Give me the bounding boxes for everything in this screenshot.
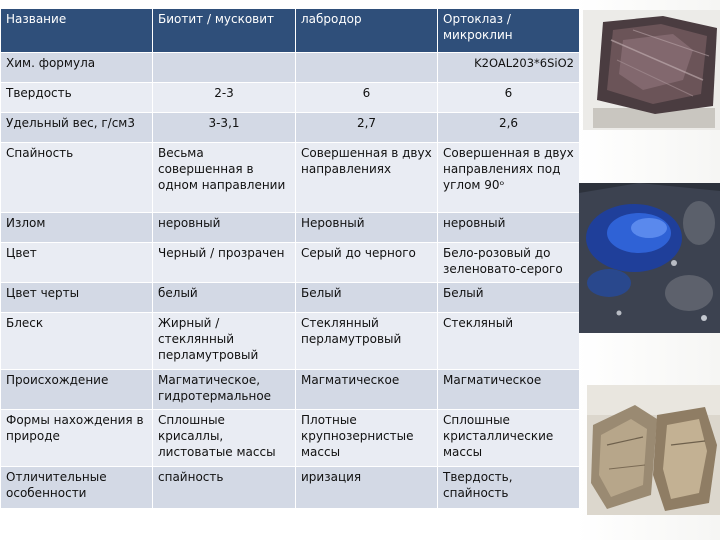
row-label: Цвет черты (1, 283, 153, 313)
table-row (1, 113, 580, 143)
table-cell: 2,7 (296, 113, 438, 143)
row-label: Блеск (1, 313, 153, 370)
table-cell: 6 (438, 83, 580, 113)
header-cell: лабродор (296, 9, 438, 53)
table-row (1, 313, 580, 370)
row-label: Твердость (1, 83, 153, 113)
table-row (1, 83, 580, 113)
table-cell: 3-3,1 (153, 113, 296, 143)
table-row (1, 467, 580, 509)
table-cell: Бело-розовый до зеленовато-серого (438, 243, 580, 283)
table-row (1, 410, 580, 467)
table-cell (153, 53, 296, 83)
table-cell: Жирный /стеклянный перламутровый (153, 313, 296, 370)
table-cell: белый (153, 283, 296, 313)
row-label: Формы нахождения в природе (1, 410, 153, 467)
table-row (1, 213, 580, 243)
table-cell: Белый (296, 283, 438, 313)
table-cell: иризация (296, 467, 438, 509)
row-label: Удельный вес, г/см3 (1, 113, 153, 143)
orthoclase-photo (587, 385, 720, 515)
table-row (1, 283, 580, 313)
table-cell: Черный / прозрачен (153, 243, 296, 283)
chemical-formula-text: K2OAL203*6SiO2 (474, 56, 574, 70)
table-cell: неровный (153, 213, 296, 243)
header-cell: Название (1, 9, 153, 53)
table-cell: 6 (296, 83, 438, 113)
table-cell: Серый до черного (296, 243, 438, 283)
table-cell: Сплошные крисаллы, листоватые массы (153, 410, 296, 467)
table-row (1, 143, 580, 213)
table-cell: 2-3 (153, 83, 296, 113)
table-cell: Стекляный (438, 313, 580, 370)
table-row (1, 243, 580, 283)
table-cell: Совершенная в двух направлениях под углом 90ᵒ (438, 143, 580, 213)
table-cell: Неровный (296, 213, 438, 243)
table-cell: 2,6 (438, 113, 580, 143)
table-cell: Твердость, спайность (438, 467, 580, 509)
table-cell: Совершенная в двух направлениях (296, 143, 438, 213)
labradorite-photo (579, 183, 720, 333)
table-row (1, 53, 580, 83)
table-cell: Магматическое (438, 370, 580, 410)
table-cell: неровный (438, 213, 580, 243)
row-label: Хим. формула (1, 53, 153, 83)
table-cell: Магматическое (296, 370, 438, 410)
table-cell: Белый (438, 283, 580, 313)
table-cell: Плотные крупнозернистые массы (296, 410, 438, 467)
table-cell: Сплошные кристаллические массы (438, 410, 580, 467)
table-row (1, 370, 580, 410)
biotite-photo (583, 10, 720, 130)
table-cell: Магматическое, гидротермальное (153, 370, 296, 410)
row-label: Отличительные особенности (1, 467, 153, 509)
row-label: Спайность (1, 143, 153, 213)
chemical-formula (438, 53, 580, 83)
header-cell: Ортоклаз / микроклин (438, 9, 580, 53)
header-cell: Биотит / мусковит (153, 9, 296, 53)
table-cell: спайность (153, 467, 296, 509)
table-cell: Стеклянный перламутровый (296, 313, 438, 370)
table-cell: Весьма совершенная в одном направлении (153, 143, 296, 213)
row-label: Излом (1, 213, 153, 243)
header-row (1, 9, 580, 53)
minerals-table (0, 8, 580, 509)
row-label: Цвет (1, 243, 153, 283)
row-label: Происхождение (1, 370, 153, 410)
table-cell (296, 53, 438, 83)
